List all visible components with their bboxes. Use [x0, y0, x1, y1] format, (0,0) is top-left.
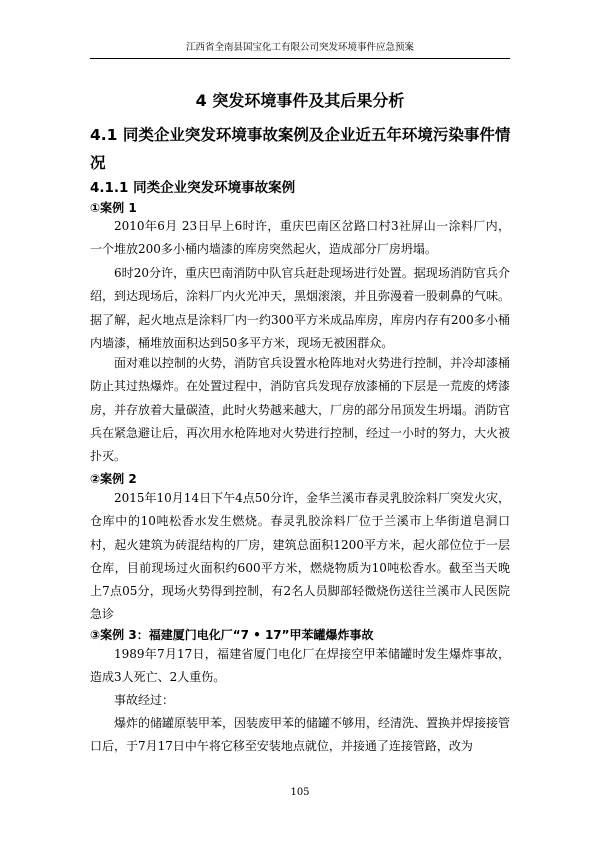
page-header: 江西省全南县国宝化工有限公司突发环境事件应急预案	[90, 38, 510, 59]
section-heading-4-1-1: 4.1.1 同类企业突发环境事故案例	[90, 180, 296, 196]
case1-paragraph: 2010年6月 23日早上6时许，重庆巴南区岔路口村3社屏山一涂料厂内，一个堆放200多小桶内墙漆的库房突然起火，造成部分厂房坍塌。	[90, 219, 510, 257]
case3-paragraph: 事故经过：	[114, 693, 175, 707]
section-heading-4-1: 4.1 同类企业突发环境事故案例及企业近五年环境污染事件情况	[90, 126, 511, 172]
case3-paragraph: 1989年7月17日，福建省厦门电化厂在焊接空甲苯储罐时发生爆炸事故，造成3人死亡、2人重伤。	[90, 647, 510, 685]
case2-paragraph: 2015年10月14日下午4点50分许，金华兰溪市春灵乳胶涂料厂突发火灾，仓库中的10吨松香水发生燃烧。春灵乳胶涂料厂位于兰溪市上华街道皂洞口村，起火建筑为砖混结构的厂房，建筑总面积1200平方米，起火部位位于一层仓库，目前现场过火面积约600平方米，燃烧物质为10吨松香水。截至当天晚上7点05分，现场火势得到控制，有2名人员脚部轻微烧伤送往兰溪市人民医院急诊	[90, 491, 510, 622]
case3-heading: ③案例 3：福建厦门电化厂“7 • 17”甲苯罐爆炸事故	[90, 628, 374, 642]
case1-paragraph: 面对难以控制的火势，消防官兵设置水枪阵地对火势进行控制，并冷却漆桶防止其过热爆炸。在处置过程中，消防官兵发现存放漆桶的下层是一荒废的烤漆房，并存放着大量碳渣，此时火势越来越大，厂房的部分吊顶发生坍塌。消防官兵在紧急避让后，再次用水枪阵地对火势进行控制，经过一小时的努力，大火被扑灭。	[90, 356, 511, 464]
case1-heading: ①案例 1	[90, 201, 137, 215]
case3-paragraph: 爆炸的储罐原装甲苯，因装废甲苯的储罐不够用，经清洗、置换并焊接接管口后，于7月17日中午将它移至安装地点就位，并接通了连接管路，改为	[90, 716, 511, 754]
chapter-title: 4 突发环境事件及其后果分析	[195, 91, 405, 110]
case2-heading: ②案例 2	[90, 472, 137, 486]
page-number: 105	[290, 787, 310, 798]
case1-paragraph: 6时20分许，重庆巴南消防中队官兵赶赴现场进行处置。据现场消防官兵介绍，到达现场后，涂料厂内火光冲天，黑烟滚滚，并且弥漫着一股刺鼻的气味。据了解，起火地点是涂料厂内一约300平方米成品库房，库房内存有200多小桶内墙漆，桶堆放面积达到50多平方米，现场无被困群众。	[90, 266, 511, 350]
